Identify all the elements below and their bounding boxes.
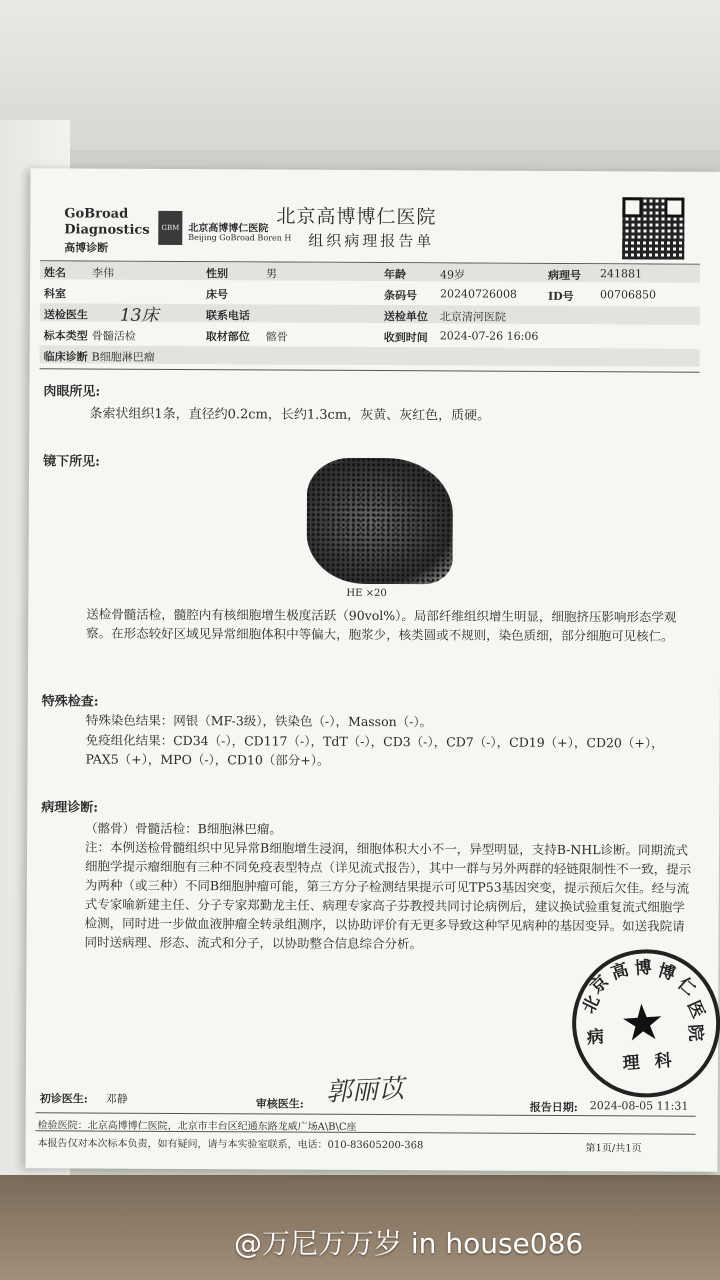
watermark: @万尼万万岁 in house086 <box>234 1227 584 1260</box>
page-indicator: 第1页/共1页 <box>585 1143 642 1155</box>
gross-text: 条索状组织1条，直径约0.2cm，长约1.3cm，灰黄、灰红色，质硬。 <box>89 406 491 424</box>
disclaimer: 本报告仅对本次标本负责，如有疑问，请与本实验室联系，电话：010-83605200-368 <box>37 1138 424 1152</box>
report-type: 组织病理报告单 <box>308 231 435 251</box>
micro-caption: HE ×20 <box>346 587 387 600</box>
name-value: 李伟 <box>92 266 115 280</box>
bed-label: 床号 <box>205 288 228 302</box>
specimen-type-label: 标本类型 <box>43 329 88 343</box>
phone-label: 联系电话 <box>205 309 250 323</box>
special-ihc: 免疫组化结果：CD34（-），CD117（-），TdT（-），CD3（-），CD7（-），CD19（+），CD20（+），PAX5（+），MPO（-），CD10（部分+）。 <box>85 732 664 768</box>
brand-cn: 高博诊断 <box>64 241 109 255</box>
reviewer-label: 审核医生: <box>255 1097 304 1111</box>
first-doctor-value: 邓静 <box>105 1092 128 1106</box>
gbm-logo-icon: GBM <box>158 211 182 245</box>
report-date-value: 2024-08-05 11:31 <box>589 1099 689 1113</box>
gender-value: 男 <box>266 267 278 281</box>
id-value: 00706850 <box>599 288 657 302</box>
qr-code-icon <box>622 197 684 259</box>
site-value: 髂骨 <box>265 330 288 344</box>
reviewer-signature: 郭丽苡 <box>325 1074 405 1108</box>
info-rule <box>40 368 700 372</box>
micro-text: 送检骨髓活检，髓腔内有核细胞增生极度活跃（90vol%）。局部纤维组织增生明显，细胞挤压影响形态学观察。在形态较好区域见异常细胞体积中等偏大，胞浆少，核类圆或不规则，染色质细，部分细胞可见核仁。 <box>86 606 677 644</box>
pathology-stamp-icon: ★ 北 京 高 博 博 仁 医 院 病 理 科 <box>568 945 720 1102</box>
report-paper <box>25 168 720 1172</box>
dept-label: 科室 <box>43 287 66 301</box>
micro-title: 镜下所见: <box>43 454 100 470</box>
clinical-dx-value: B细胞淋巴瘤 <box>91 350 155 364</box>
unit-label: 送检单位 <box>383 310 428 324</box>
report-date-label: 报告日期: <box>529 1100 578 1115</box>
gender-label: 性别 <box>206 267 229 281</box>
barcode-label: 条码号 <box>383 289 417 303</box>
barcode-value: 20240726008 <box>439 287 517 301</box>
hospital-title: 北京高博博仁医院 <box>276 205 437 229</box>
logo-en: Beijing GoBroad Boren H <box>188 233 292 243</box>
clinical-dx-label: 临床诊断 <box>43 350 88 364</box>
logo-cn: 北京高博博仁医院 <box>188 223 269 235</box>
diagnosis-title: 病理诊断: <box>41 800 99 816</box>
specimen-type-value: 骨髓活检 <box>91 329 136 343</box>
gross-title: 肉眼所见: <box>43 384 101 400</box>
pathology-no-label: 病理号 <box>548 268 582 283</box>
special-stain: 特殊染色结果：网银（MF-3级），铁染色（-），Masson（-）。 <box>85 712 433 730</box>
diagnosis-line1: （髂骨）骨髓活检：B细胞淋巴瘤。 <box>85 820 282 837</box>
lab-line: 检验医院：北京高博博仁医院，北京市丰台区纪通东路龙威广场A\B\C座 <box>37 1120 357 1133</box>
first-doctor-label: 初诊医生: <box>39 1092 88 1106</box>
received-label: 收到时间 <box>383 331 428 345</box>
bed-handwritten: 13床 <box>119 305 159 326</box>
site-label: 取材部位 <box>205 330 250 344</box>
age-label: 年龄 <box>384 268 407 282</box>
id-label: ID号 <box>547 289 574 304</box>
unit-value: 北京清河医院 <box>439 310 506 324</box>
background-top <box>0 0 720 150</box>
special-title: 特殊检查: <box>41 694 99 710</box>
doctor-label: 送检医生 <box>43 308 88 322</box>
brand-en-1: GoBroad <box>64 206 129 222</box>
received-value: 2024-07-26 16:06 <box>439 329 539 343</box>
he-micrograph-image <box>306 458 453 585</box>
name-label: 姓名 <box>44 266 67 280</box>
age-value: 49岁 <box>440 268 466 282</box>
brand-en-2: Diagnostics <box>64 222 150 238</box>
pathology-no-value: 241881 <box>600 267 643 281</box>
diagnosis-note: 注：本例送检骨髓组织中见异常B细胞增生浸润，细胞体积大小不一，异型明显，支持B-NHL诊断。同期流式细胞学提示瘤细胞有三种不同免疫表型特点（详见流式报告），其中一群与另外两群的轻链限制性不一致，提示为两种（或三种）不同B细胞肿瘤可能，第三方分子检测结果提示可见TP53基因突变，提示预后欠佳。经与流式专家喻新建主任、分子专家郑勤龙主任、病理专家高子芬教授共同讨论病例后，建议换试验重复流式细胞学检测，同时进一步做血液肿瘤全转录组测序，以协助评价有无更多导致这种罕见病种的基因变异。如送我院请同时送病理、形态、流式和分子，以协助整合信息综合分析。 <box>84 839 692 952</box>
